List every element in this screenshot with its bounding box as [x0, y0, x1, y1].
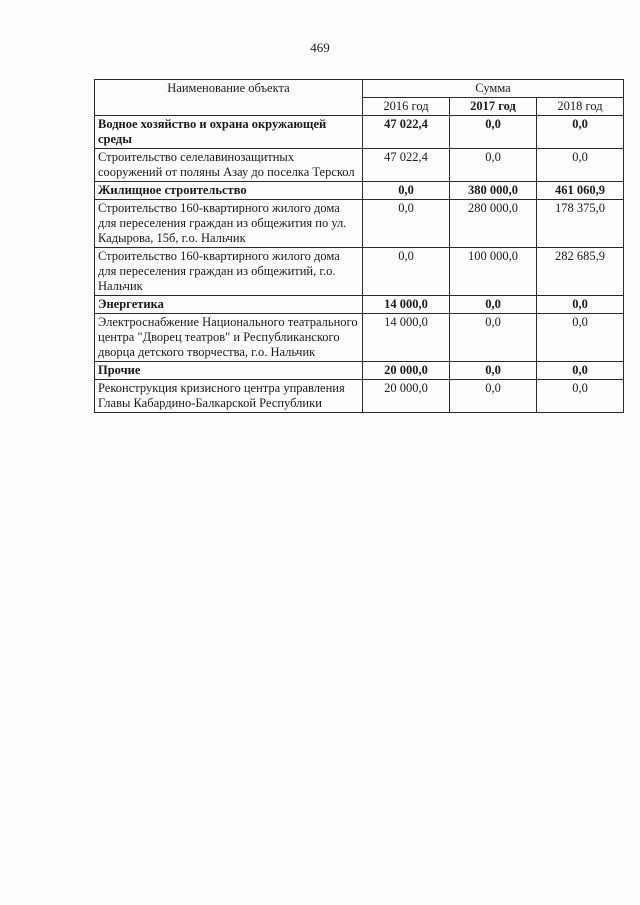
value-2017-cell: 0,0	[450, 362, 537, 380]
value-2016-cell: 14 000,0	[363, 314, 450, 362]
object-name-cell: Реконструкция кризисного центра управления Главы Кабардино-Балкарской Республики	[95, 380, 363, 413]
sum-header: Сумма	[363, 80, 624, 98]
value-2017-cell: 0,0	[450, 296, 537, 314]
table-row	[95, 149, 624, 182]
table-row	[95, 296, 624, 314]
object-name-cell: Жилищное строительство	[95, 182, 363, 200]
value-2017-cell: 0,0	[450, 380, 537, 413]
object-name-cell: Электроснабжение Национального театрального центра "Дворец театров" и Республиканского дворца детского творчества, г.о. Нальчик	[95, 314, 363, 362]
value-2018-cell: 0,0	[537, 362, 624, 380]
table-row	[95, 200, 624, 248]
value-2016-cell: 0,0	[363, 200, 450, 248]
value-2017-cell: 380 000,0	[450, 182, 537, 200]
table-row	[95, 248, 624, 296]
object-name-cell: Строительство селелавинозащитных сооружений от поляны Азау до поселка Терскол	[95, 149, 363, 182]
year-header-2018: 2018 год	[537, 98, 624, 116]
object-name-cell: Строительство 160-квартирного жилого дома для переселения граждан из общежития по ул. Кадырова, 15б, г.о. Нальчик	[95, 200, 363, 248]
value-2016-cell: 20 000,0	[363, 380, 450, 413]
value-2016-cell: 0,0	[363, 248, 450, 296]
value-2017-cell: 100 000,0	[450, 248, 537, 296]
value-2017-cell: 280 000,0	[450, 200, 537, 248]
table-row	[95, 380, 624, 413]
value-2018-cell: 178 375,0	[537, 200, 624, 248]
object-name-cell: Водное хозяйство и охрана окружающей среды	[95, 116, 363, 149]
table-row	[95, 182, 624, 200]
value-2016-cell: 14 000,0	[363, 296, 450, 314]
value-2017-cell: 0,0	[450, 149, 537, 182]
table-row	[95, 314, 624, 362]
object-name-header: Наименование объекта	[95, 80, 363, 116]
value-2018-cell: 0,0	[537, 296, 624, 314]
value-2016-cell: 47 022,4	[363, 116, 450, 149]
page-number: 469	[310, 40, 330, 55]
object-name-cell: Энергетика	[95, 296, 363, 314]
value-2018-cell: 0,0	[537, 314, 624, 362]
value-2016-cell: 20 000,0	[363, 362, 450, 380]
object-name-cell: Прочие	[95, 362, 363, 380]
value-2016-cell: 0,0	[363, 182, 450, 200]
table-row	[95, 116, 624, 149]
object-name-cell: Строительство 160-квартирного жилого дома для переселения граждан из общежитий, г.о. Нальчик	[95, 248, 363, 296]
value-2018-cell: 0,0	[537, 116, 624, 149]
value-2016-cell: 47 022,4	[363, 149, 450, 182]
value-2017-cell: 0,0	[450, 116, 537, 149]
value-2018-cell: 0,0	[537, 149, 624, 182]
value-2017-cell: 0,0	[450, 314, 537, 362]
value-2018-cell: 0,0	[537, 380, 624, 413]
budget-table	[94, 79, 624, 413]
value-2018-cell: 461 060,9	[537, 182, 624, 200]
table-row	[95, 362, 624, 380]
year-header-2017: 2017 год	[450, 98, 537, 116]
value-2018-cell: 282 685,9	[537, 248, 624, 296]
year-header-2016: 2016 год	[363, 98, 450, 116]
